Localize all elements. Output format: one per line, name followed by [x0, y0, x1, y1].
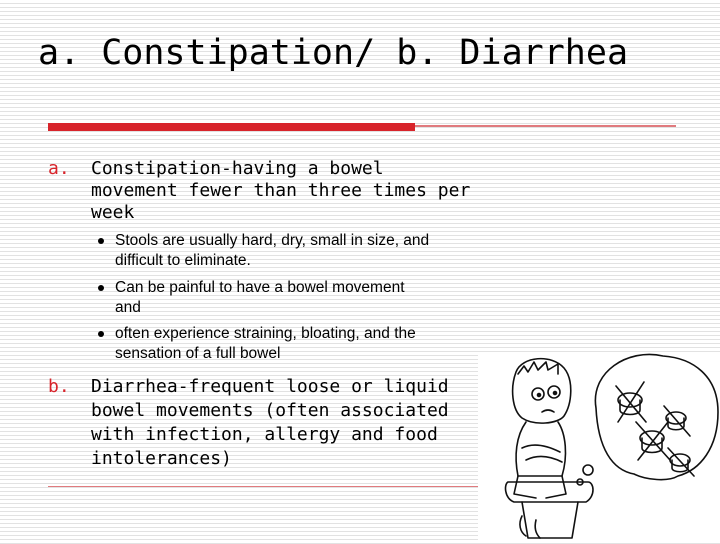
item-a-line-1: Constipation-having a bowel — [91, 158, 384, 179]
cartoon-boy-on-toilet-illustration — [478, 352, 720, 540]
item-b-line-1: Diarrhea-frequent loose or liquid — [91, 376, 449, 397]
item-b-line-2: bowel movements (often associated — [91, 400, 449, 421]
crossed-toilet-icon — [636, 422, 670, 460]
title-rule-thick — [48, 123, 415, 131]
crossed-toilet-icon — [616, 382, 646, 422]
slide-title: a. Constipation/ b. Diarrhea — [38, 33, 629, 73]
item-b-line-4: intolerances) — [91, 448, 232, 469]
item-a-line-2: movement fewer than three times per — [91, 180, 471, 201]
crossed-toilet-icon — [664, 406, 690, 436]
crossed-toilet-icon — [668, 448, 694, 476]
bullet-dot — [98, 285, 104, 291]
sub-bullet-1-line-2: difficult to eliminate. — [115, 252, 251, 269]
item-a-line-3: week — [91, 202, 135, 223]
sub-bullet-1-line-1: Stools are usually hard, dry, small in size, and — [115, 232, 430, 249]
sub-bullet-3-line-1: often experience straining, bloating, and the — [115, 325, 416, 342]
bullet-dot — [98, 331, 104, 337]
sub-bullet-2-line-2: and — [115, 299, 141, 316]
item-a-marker: a. — [48, 158, 70, 179]
title-rule-thin — [415, 125, 676, 127]
item-b-marker: b. — [48, 376, 70, 397]
sub-bullet-3-line-2: sensation of a full bowel — [115, 345, 281, 362]
item-b-line-3: with infection, allergy and food — [91, 424, 438, 445]
thought-bubble — [595, 354, 718, 479]
sub-bullet-2-line-1: Can be painful to have a bowel movement — [115, 279, 405, 296]
boy-figure — [506, 359, 593, 538]
bottom-rule — [48, 486, 486, 487]
bullet-dot — [98, 238, 104, 244]
